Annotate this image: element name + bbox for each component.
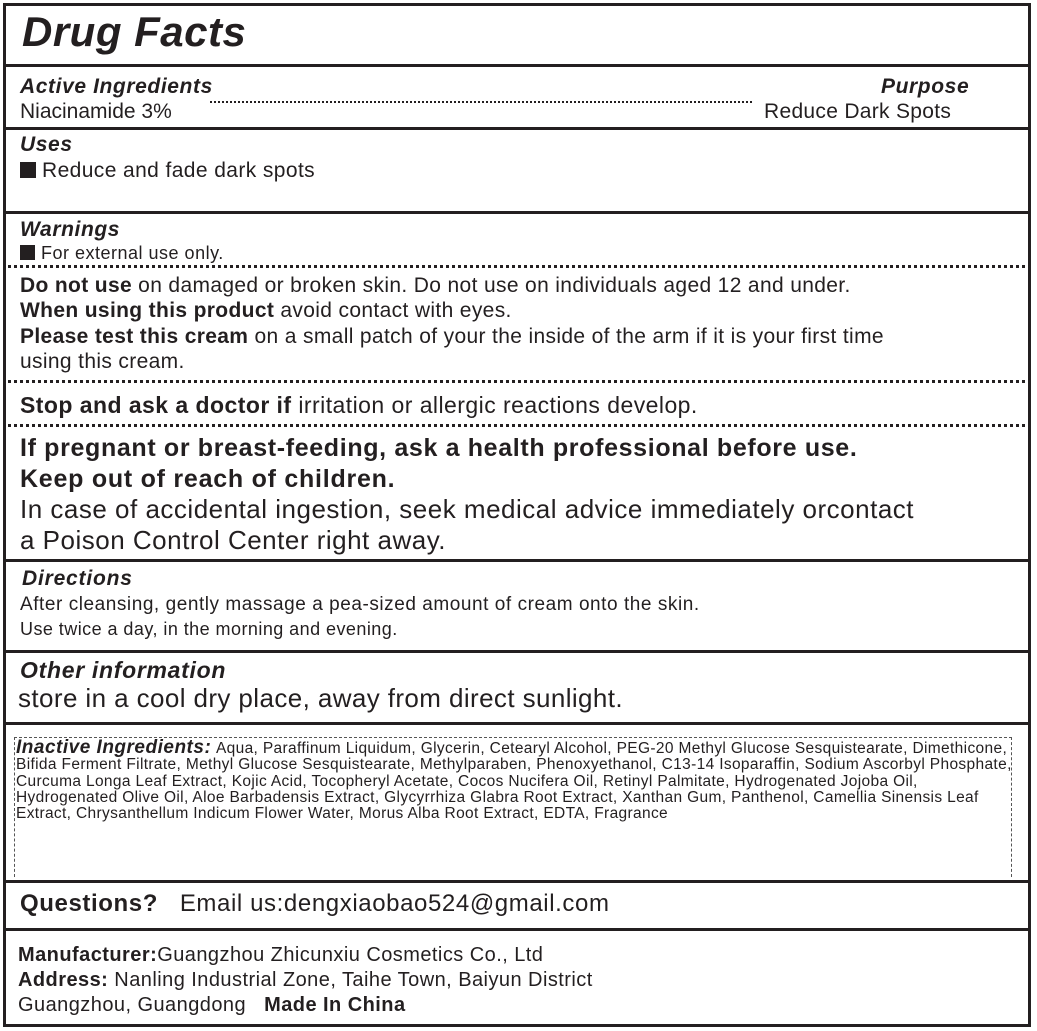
dotted-divider (3, 424, 1031, 427)
questions-label: Questions? (20, 890, 159, 917)
active-purpose: Reduce Dark Spots (764, 100, 952, 123)
page-title: Drug Facts (22, 8, 247, 55)
warnings-heading: Warnings (20, 218, 121, 241)
test-cream-text: Please test this cream on a small patch of your the inside of the arm if it is your first time (20, 325, 884, 348)
test-cream-text-2: using this cream. (20, 350, 185, 373)
directions-line-2: Use twice a day, in the morning and evening. (20, 619, 398, 639)
do-not-use-text: Do not use on damaged or broken skin. Do not use on individuals aged 12 and under. (20, 274, 851, 297)
dotted-divider (3, 380, 1031, 383)
divider (3, 928, 1031, 931)
address-line-2: Guangzhou, Guangdong Made In China (18, 994, 406, 1016)
divider (3, 211, 1031, 214)
pregnancy-warning: If pregnant or breast-feeding, ask a health professional before use. (20, 434, 858, 462)
ingestion-text: In case of accidental ingestion, seek medical advice immediately orcontact (20, 494, 914, 524)
manufacturer-line: Manufacturer:Guangzhou Zhicunxiu Cosmetics Co., Ltd (18, 944, 544, 966)
uses-heading: Uses (20, 133, 73, 156)
when-using-text: When using this product avoid contact with eyes. (20, 299, 512, 322)
directions-line-1: After cleansing, gently massage a pea-sized amount of cream onto the skin. (20, 594, 700, 615)
made-in-china: Made In China (264, 994, 406, 1016)
questions-line (20, 890, 610, 918)
divider (3, 880, 1031, 883)
contact-email: Email us:dengxiaobao524@gmail.com (179, 890, 610, 917)
stop-ask-doctor-text: Stop and ask a doctor if irritation or allergic reactions develop. (20, 392, 698, 418)
inactive-ingredients-text: Inactive Ingredients: Aqua, Paraffinum Liquidum, Glycerin, Cetearyl Alcohol, PEG-20 Methyl Glucose Sesquistearate, Dimethicone, Bifida Ferment Filtrate, Methyl Glucose Sesquistearate, Methylparaben, Phenoxyethanol, C13-14 Isoparaffin, Sodium Ascorbyl Phosphate, Curcuma Longa Leaf Extract, Kojic Acid, Tocopheryl Acetate, Cocos Nucifera Oil, Retinyl Palmitate, Hydrogenated Jojoba Oil, Hydrogenated Olive Oil, Aloe Barbadensis Extract, Glycyrrhiza Glabra Root Extract, Xanthan Gum, Panthenol, Camellia Sinensis Leaf Extract, Chrysanthellum Indicum Flower Water, Morus Alba Root Extract, EDTA, Fragrance (16, 737, 1012, 823)
active-ingredient: Niacinamide 3% (20, 100, 172, 123)
ingestion-text-2: a Poison Control Center right away. (20, 525, 446, 555)
keep-out-of-reach: Keep out of reach of children. (20, 465, 396, 493)
dot-leader (210, 101, 752, 103)
active-ingredients-heading: Active Ingredients (20, 75, 213, 98)
square-bullet-icon (20, 162, 36, 178)
divider (3, 127, 1031, 130)
divider (3, 650, 1031, 653)
directions-heading: Directions (22, 567, 133, 590)
inactive-ingredients-heading: Inactive Ingredients: (16, 737, 212, 758)
square-bullet-icon (20, 245, 35, 260)
dotted-divider (3, 265, 1031, 268)
divider (3, 559, 1031, 562)
external-use-text: For external use only. (20, 243, 224, 264)
address-line: Address: Nanling Industrial Zone, Taihe Town, Baiyun District (18, 969, 593, 991)
other-info-text: store in a cool dry place, away from direct sunlight. (18, 683, 624, 713)
divider (3, 64, 1031, 67)
uses-item: Reduce and fade dark spots (20, 159, 315, 183)
purpose-heading: Purpose (881, 75, 970, 98)
other-info-heading: Other information (20, 657, 227, 683)
divider (3, 722, 1031, 725)
